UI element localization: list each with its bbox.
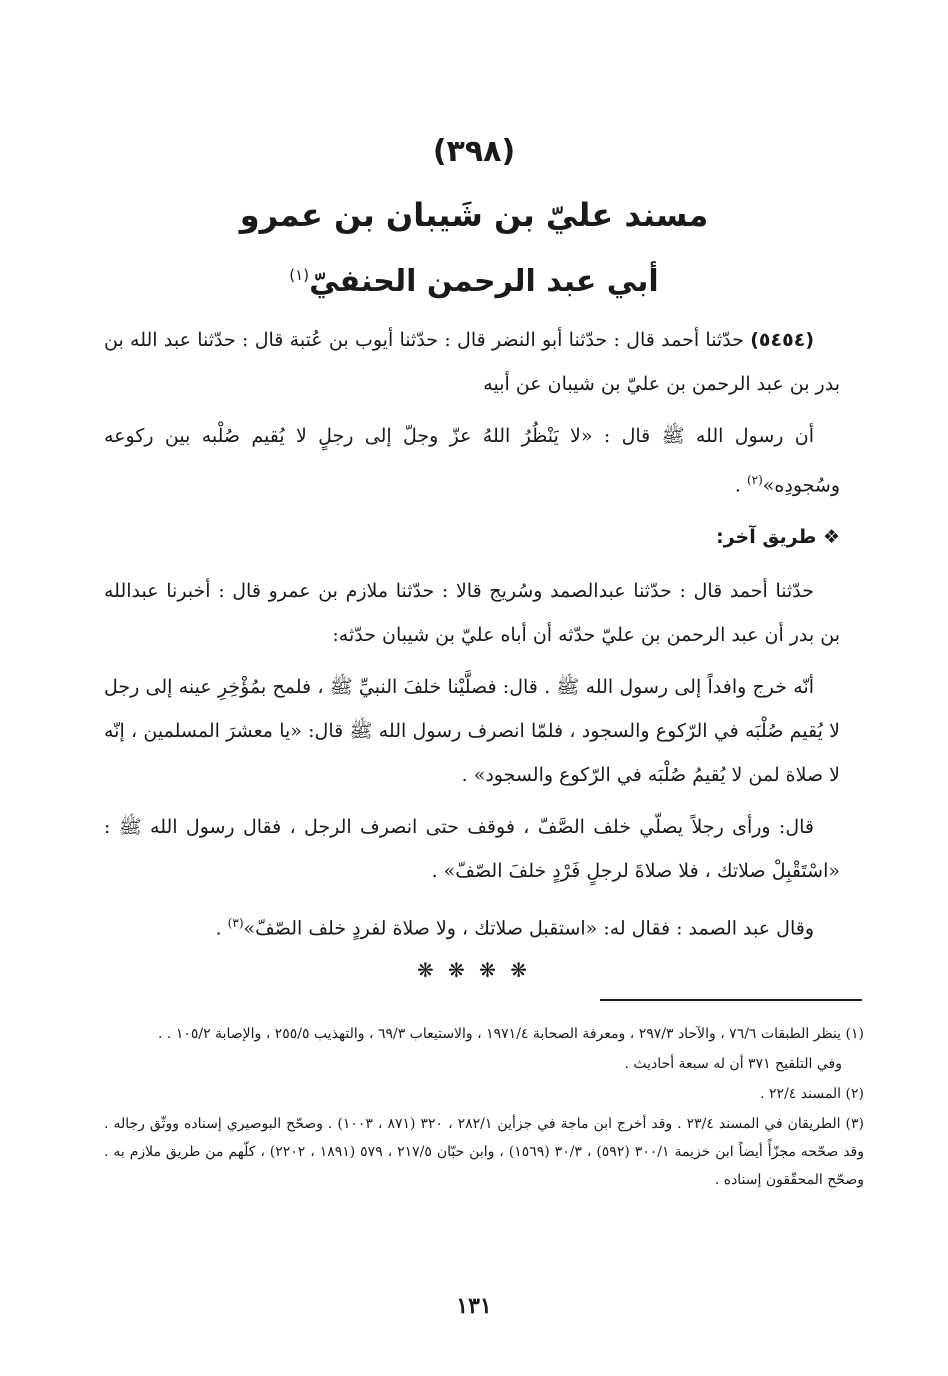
other-path-heading: ❖ طريق آخر: [716,526,840,549]
title-line-1: مسند عليّ بن شَيبان بن عمرو [239,196,709,234]
title-line-2-text: أبي عبد الرحمن الحنفيّ [309,264,659,299]
footnote-ref-2[interactable]: (٢) [746,473,763,487]
footnote-2: (٢) المسند ٢٢/٤ . [760,1086,864,1102]
page-number: ١٣١ [456,1293,492,1319]
hadith-1-chain-text: حدّثنا أحمد قال : حدّثنا أبو النضر قال : حدّثنا أيوب بن عُتبة قال : حدّثنا عبد الله بن بدر بن عبد الرحمن بن عليّ بن شيبان عن أبيه [104,329,840,395]
footnote-ref-3[interactable]: (٣) [227,916,244,931]
section-divider-stars: ❋ ❋ ❋ ❋ [416,958,532,982]
title-line-2 [0,264,948,299]
footnote-3: (٣) الطريقان في المسند ٢٣/٤ . وقد أخرج ابن ماجة في جزأين ٢٨٢/١ ، ٣٢٠ (٨٧١ ، ١٠٠٣) . وصحّح البوصيري إسناده ووثّق رجاله . وقد صحّحه مجزّأً أيضاً ابن خزيمة ٣٠٠/١ (٥٩٢) ، ٣٠/٣ (١٥٦٩) ، وابن حبّان ٢١٧/٥ ، ٥٧٩ (١٨٩١ ، ٢٢٠٢) ، كلّهم من طريق ملازم به . وصحّح المحقّقون إسناده . [104,1116,865,1188]
hadith-2-end: . [215,917,228,940]
main-text [104,318,840,959]
hadith-2-text-1: أنّه خرج وافداً إلى رسول الله ﷺ . قال: فصلَّيْنا خلفَ النبيِّ ﷺ ، فلمح بمُؤْخِرِ عينه إلى رجل لا يُقيم صُلْبَه في الرّكوع والسجود ، فلمّا انصرف رسول الله ﷺ قال: «يا معشرَ المسلمين ، إنّه لا صلاة لمن لا يُقيمُ صُلْبَه في الرّكوع والسجود» . [104,676,840,787]
hadith-number-heading: (٣٩٨) [432,134,516,169]
hadith-2-chain: حدّثنا أحمد قال : حدّثنا عبدالصمد وسُريج قالا : حدّثنا ملازم بن عمرو قال : أخبرنا عبدالله بن بدر أن عبد الرحمن بن عليّ حدّثه أن أباه عليّ بن شيبان حدّثه: [104,580,840,647]
hadith-1-text [104,414,840,507]
hadith-2-text-3 [104,901,840,950]
footnote-1-continued: وفي التلقيح ٣٧١ أن له سبعة أحاديث . [624,1056,842,1072]
footnote-1: (١) ينظر الطبقات ٧٦/٦ ، والآحاد ٢٩٧/٣ ، ومعرفة الصحابة ١٩٧١/٤ ، والاستيعاب ٦٩/٣ ، والتهذيب ٢٥٥/٥ ، والإصابة ١٠٥/٢ . . [158,1026,864,1042]
hadith-2-text-3-body: وقال عبد الصمد : فقال له: «استقبل صلاتك ، ولا صلاة لفردٍ خلف الصّفّ» [243,917,814,940]
hadith-1-chain [104,318,840,406]
hadith-2-text-2: قال: ورأى رجلاً يصلّي خلف الصَّفّ ، فوقف حتى انصرف الرجل ، فقال رسول الله ﷺ : «اسْتَقْبِلْ صلاتك ، فلا صلاةَ لرجلٍ فَرْدٍ خلفَ الصّفّ» . [104,816,840,883]
hadith-1-matn: أن رسول الله ﷺ قال : «لا يَنْظُرُ اللهُ عزّ وجلّ إلى رجلٍ لا يُقيم صُلْبه بين ركوعه وسُجودِه» [104,425,840,497]
title-footnote-ref[interactable]: (١) [289,266,310,284]
hadith-1-end: . [734,474,747,497]
footnotes [104,1020,864,1196]
footnote-rule [600,999,862,1001]
hadith-1-number: (٥٤٥٤) [750,329,814,351]
